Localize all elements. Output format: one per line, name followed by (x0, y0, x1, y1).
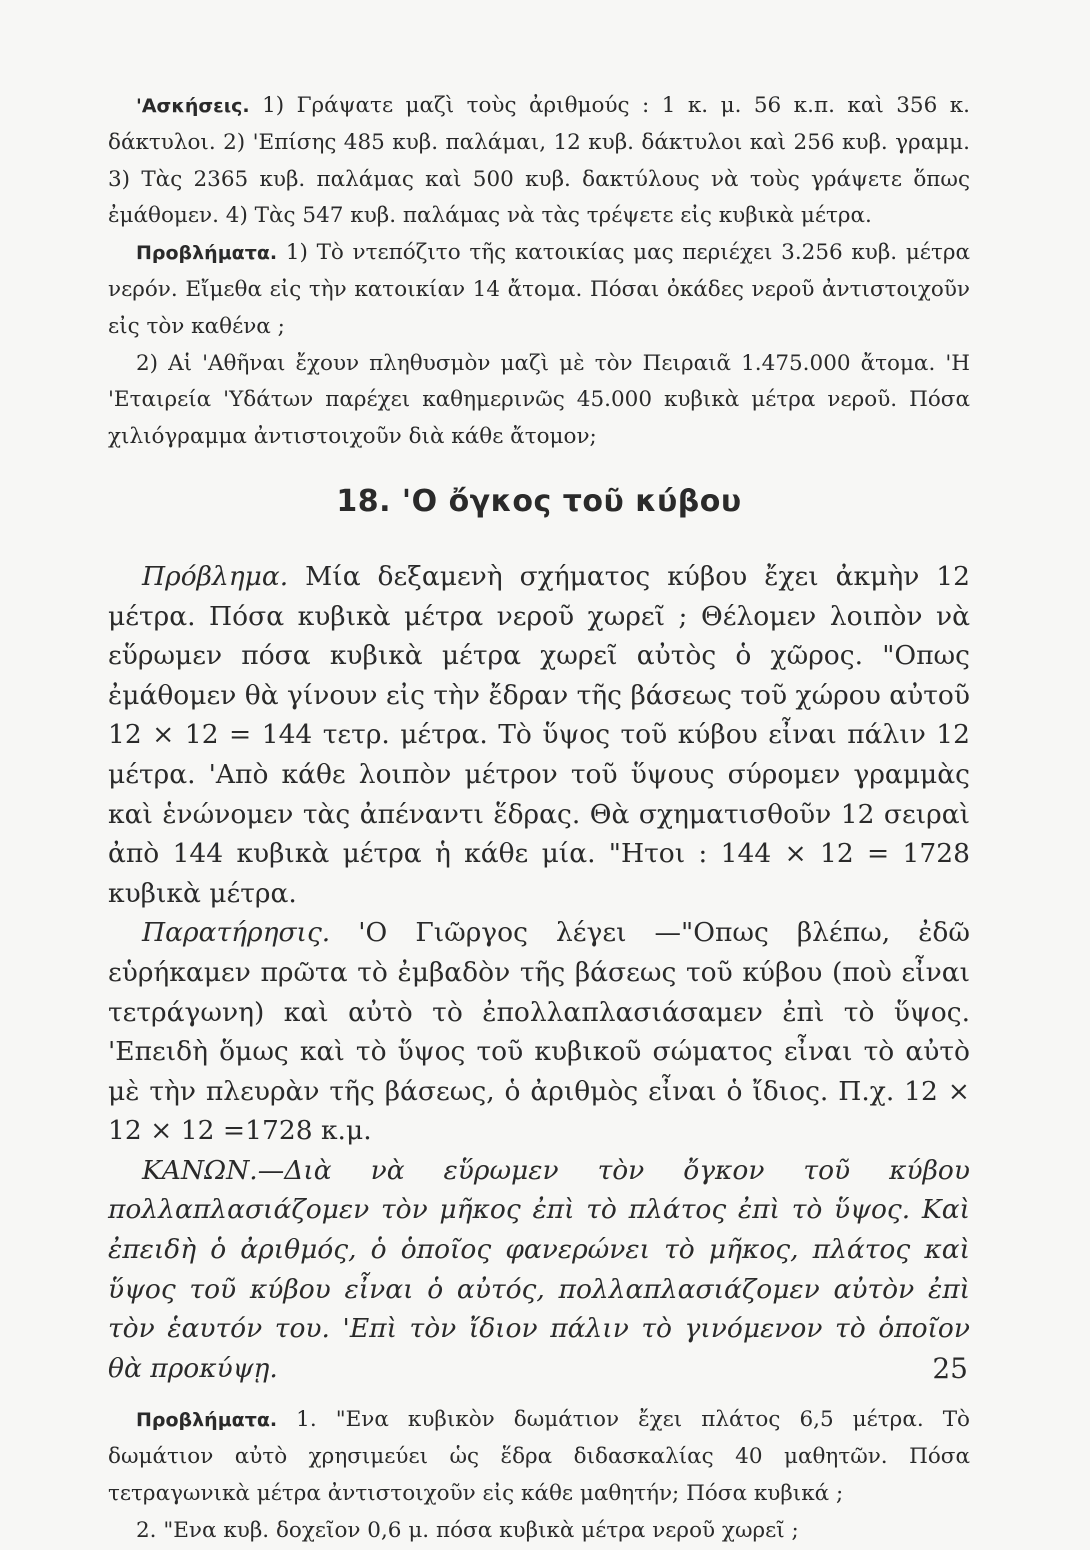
problem-label: Πρόβλημα. (142, 560, 289, 592)
problems1-paragraph-2: 2) Αἱ 'Αθῆναι ἔχουν πληθυσμὸν μαζὶ μὲ τὸν Πειραιᾶ 1.475.000 ἄτομα. 'Η 'Εταιρεία 'Υδάτων παρέχει καθημερινῶς 45.000 κυβικὰ μέτρα νεροῦ. Πόσα χιλιόγραμμα ἀντιστοιχοῦν διὰ κάθε ἄτομον; (108, 350, 970, 450)
problems2-paragraph-2: 2. "Ενα κυβ. δοχεῖον 0,6 μ. πόσα κυβικὰ μέτρα νεροῦ χωρεῖ ; (136, 1517, 799, 1543)
problems2-label: Προβλήματα. (136, 1409, 278, 1432)
exercises-label: 'Ασκήσεις. (136, 95, 250, 117)
problem-paragraph (108, 557, 970, 913)
problem-text: Μία δεξαμενὴ σχήματος κύβου ἔχει ἀκμὴν 12 μέτρα. Πόσα κυβικὰ μέτρα νεροῦ χωρεῖ ; Θέλομεν λοιπὸν νὰ εὕρωμεν πόσα κυβικὰ μέτρα χωρεῖ αὐτὸς ὁ χῶρος. "Οπως ἐμάθομεν θὰ γίνουν εἰς τὴν ἔδραν τῆς βάσεως τοῦ χώρου αὐτοῦ 12 × 12 = 144 τετρ. μέτρα. Τὸ ὕψος τοῦ κύβου εἶναι πάλιν 12 μέτρα. 'Απὸ κάθε λοιπὸν μέτρον τοῦ ὕψους σύρομεν γραμμὰς καὶ ἑνώνομεν τὰς ἀπέναντι ἕδρας. Θὰ σχηματισθοῦν 12 σειραὶ ἀπὸ 144 κυβικὰ μέτρα ἡ κάθε μία. "Ητοι : 144 × 12 = 1728 κυβικὰ μέτρα. (108, 560, 970, 909)
exercises-text: 1) Γράψατε μαζὶ τοὺς ἀριθμούς : 1 κ. μ. 56 κ.π. καὶ 356 κ. δάκτυλοι. 2) 'Επίσης 485 κυβ. παλάμαι, 12 κυβ. δάκτυλοι καὶ 256 κυβ. γραμμ. 3) Τὰς 2365 κυβ. παλάμας καὶ 500 κυβ. δακτύλους νὰ τοὺς γράψετε ὅπως ἐμάθομεν. 4) Τὰς 547 κυβ. παλάμας νὰ τὰς τρέψετε εἰς κυβικὰ μέτρα. (108, 93, 970, 229)
page-number: 25 (932, 1352, 968, 1385)
remark-text: 'Ο Γιῶργος λέγει —"Οπως βλέπω, ἐδῶ εὑρήκαμεν πρῶτα τὸ ἐμβαδὸν τῆς βάσεως τοῦ κύβου (ποὺ εἶναι τετράγωνη) καὶ αὐτὸ τὸ ἐπολλαπλασιάσαμεν ἐπὶ τὸ ὕψος. 'Επειδὴ ὅμως καὶ τὸ ὕψος τοῦ κυβικοῦ σώματος εἶναι τὸ αὐτὸ μὲ τὴν πλευρὰν τῆς βάσεως, ὁ ἀριθμὸς εἶναι ὁ ἴδιος. Π.χ. 12 × 12 × 12 =1728 κ.μ. (108, 917, 970, 1147)
exercises-paragraph (108, 88, 970, 235)
section-title: 18. 'Ο ὄγκος τοῦ κύβου (336, 483, 742, 519)
problems2-text-1: 1. "Ενα κυβικὸν δωμάτιον ἔχει πλάτος 6,5 μέτρα. Τὸ δωμάτιον αὐτὸ χρησιμεύει ὡς ἕδρα διδασκαλίας 40 μαθητῶν. Πόσα τετραγωνικὰ μέτρα ἀντιστοιχοῦν εἰς κάθε μαθητήν; Πόσα κυβικά ; (108, 1407, 970, 1507)
remark-label: Παρατήρησις. (142, 917, 331, 949)
problems1-paragraph (108, 235, 970, 345)
rule-paragraph: ΚΑΝΩΝ.—Διὰ νὰ εὕρωμεν τὸν ὄγκον τοῦ κύβου πολλαπλασιάζομεν τὸν μῆκος ἐπὶ τὸ πλάτος ἐπὶ τὸ ὕψος. Καὶ ἐπειδὴ ὁ ἀριθμός, ὁ ὁποῖος φανερώνει τὸ μῆκος, πλάτος καὶ ὕψος τοῦ κύβου εἶναι ὁ αὐτός, πολλαπλασιάζομεν αὐτὸν ἐπὶ τὸν ἑαυτόν του. 'Επὶ τὸν ἴδιον πάλιν τὸ γινόμενον τὸ ὁποῖον θὰ προκύψῃ. (108, 1154, 970, 1384)
problems1-label: Προβλήματα. (136, 242, 278, 265)
remark-paragraph (108, 913, 970, 1151)
problems2-paragraph (108, 1402, 970, 1512)
problems1-text-1: 1) Τὸ ντεπόζιτο τῆς κατοικίας μας περιέχει 3.256 κυβ. μέτρα νερόν. Εἴμεθα εἰς τὴν κατοικίαν 14 ἄτομα. Πόσαι ὀκάδες νεροῦ ἀντιστοιχοῦν εἰς τὸν καθένα ; (108, 240, 970, 339)
